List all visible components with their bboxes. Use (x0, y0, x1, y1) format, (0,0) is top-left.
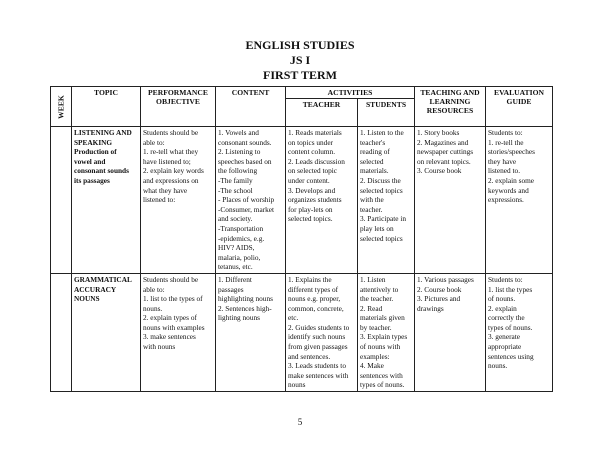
cell-line: of nouns. (488, 294, 516, 304)
cell-line: its passages (74, 175, 110, 185)
cell-line: 2. Discuss the (360, 175, 401, 185)
cell-line: Students should be (143, 128, 199, 137)
cell-line: 1. Listen to the (360, 128, 404, 137)
table-row (51, 127, 553, 274)
cell-line: play lets on (360, 223, 394, 233)
cell-line: LISTENING AND (74, 128, 132, 137)
cell-line: 3. Course book (417, 166, 462, 176)
cell-line: selected topics (360, 185, 403, 195)
cell-line: types of nouns. (488, 322, 533, 332)
cell-line: 2. Guides students to (288, 322, 350, 332)
cell-line: sentences using (488, 351, 534, 361)
resources-cell (415, 127, 486, 274)
cell-line: 1. re-tell the (488, 137, 524, 147)
cell-line: 3. make sentences (143, 332, 196, 342)
cell-line: on topics under (288, 137, 333, 147)
cell-line: 4. Make (360, 361, 384, 371)
cell-line: listened to: (143, 195, 176, 205)
cell-line: selected topics. (288, 214, 333, 224)
cell-line: -The family (218, 175, 253, 185)
cell-line: consonant sounds. (218, 137, 272, 147)
evaluation-guide-header: EVALUATION GUIDE (486, 87, 553, 127)
cell-line: nouns (288, 380, 306, 390)
objective-cell (141, 127, 216, 274)
topic-cell (72, 127, 141, 274)
cell-line: teacher. (360, 204, 383, 214)
evaluation-cell (486, 273, 553, 391)
cell-line: NOUNS (74, 294, 100, 304)
cell-line: reading of (360, 147, 390, 157)
cell-line: selected topics (360, 233, 403, 243)
cell-line: of nouns with (360, 342, 401, 352)
content-header: CONTENT (216, 87, 286, 127)
teacher-header: TEACHER (286, 99, 358, 127)
cell-line: 2. explain types of (143, 313, 197, 323)
page-number: 5 (297, 417, 303, 427)
cell-line: lighting nouns (218, 313, 260, 323)
cell-line: drawings (417, 303, 444, 313)
cell-line: -The school (218, 185, 253, 195)
cell-line: nouns. (143, 303, 163, 313)
cell-line: sentences with (360, 370, 403, 380)
cell-line: -Consumer, market (218, 204, 275, 214)
cell-line: SPEAKING (74, 137, 113, 147)
cell-line: vowel and (74, 156, 106, 166)
cell-line: for play-lets on (288, 204, 333, 214)
cell-line: correctly the (488, 313, 525, 323)
cell-line: 2. Sentences high- (218, 303, 272, 313)
cell-line: on relevant topics. (417, 156, 471, 166)
activities-header: ACTIVITIES (286, 87, 415, 99)
student-activity-cell (358, 273, 415, 391)
cell-line: common, concrete, (288, 303, 344, 313)
cell-line: highlighting nouns (218, 294, 273, 304)
cell-line: 1. re-tell what they (143, 147, 199, 157)
cell-line: content column. (288, 147, 336, 157)
cell-line: keywords and (488, 185, 529, 195)
cell-line: 1. list the types (488, 284, 533, 294)
cell-line: - Places of worship (218, 195, 275, 205)
cell-line: selected (360, 156, 384, 166)
cell-line: 1. Story books (417, 128, 460, 137)
cell-line: 2. explain key words (143, 166, 204, 176)
cell-line: passages (218, 284, 244, 294)
cell-line: 2. explain some (488, 175, 535, 185)
teacher-activity-cell (286, 127, 358, 274)
topic-cell (72, 273, 141, 391)
cell-line: 1. Explains the (288, 274, 332, 284)
cell-line: from given passages (288, 342, 348, 352)
cell-line: 3. Develops and (288, 185, 336, 195)
cell-line: ACCURACY (74, 284, 117, 294)
cell-line: and sentences. (288, 351, 331, 361)
cell-line: organizes students (288, 195, 342, 205)
content-cell (216, 273, 286, 391)
cell-line: GRAMMATICAL (74, 274, 132, 284)
resources-cell (415, 273, 486, 391)
cell-line: 1. Various passages (417, 274, 474, 284)
cell-line: malaria, polio, (218, 252, 261, 262)
teaching-resources-header: TEACHING AND LEARNING RESOURCES (415, 87, 486, 127)
cell-line: have listened to; (143, 156, 191, 166)
cell-line: materials given (360, 313, 405, 323)
cell-line: under content. (288, 175, 330, 185)
term-heading: FIRST TERM (263, 68, 337, 82)
cell-line: 3. Explain types (360, 332, 408, 342)
cell-line: and expressions on (143, 175, 199, 185)
students-header: STUDENTS (358, 99, 415, 127)
student-activity-cell (358, 127, 415, 274)
cell-line: with the (360, 195, 384, 205)
cell-line: with nouns (143, 342, 176, 352)
cell-line: 2. Listening to (218, 147, 261, 157)
cell-line: -Transportation (218, 223, 264, 233)
cell-line: the following (218, 166, 258, 176)
cell-line: 1. Listen (360, 274, 386, 284)
cell-line: 2. Leads discussion (288, 156, 345, 166)
cell-line: consonant sounds (74, 166, 129, 176)
cell-line: 2. Course book (417, 284, 462, 294)
cell-line: 1. Different (218, 274, 252, 284)
scheme-of-work-table (50, 86, 553, 392)
cell-line: 3. Pictures and (417, 294, 461, 304)
cell-line: Students to: (488, 274, 523, 284)
cell-line: HIV? AIDS, (218, 243, 255, 253)
cell-line: tetanus, etc. (218, 262, 253, 272)
cell-line: different types of (288, 284, 339, 294)
document-title: ENGLISH STUDIES (245, 38, 355, 52)
class-level: JS I (289, 53, 311, 67)
cell-line: 1. list to the types of (143, 294, 203, 304)
cell-line: they have (488, 156, 517, 166)
teacher-activity-cell (286, 273, 358, 391)
cell-line: types of nouns. (360, 380, 405, 390)
cell-line: attentively to (360, 284, 399, 294)
table-row (51, 273, 553, 391)
cell-line: make sentences with (288, 370, 349, 380)
cell-line: 3. Participate in (360, 214, 406, 224)
cell-line: -epidemics, e.g. (218, 233, 265, 243)
cell-line: expressions. (488, 195, 524, 205)
cell-line: nouns with examples (143, 322, 205, 332)
cell-line: 2. explain (488, 303, 517, 313)
cell-line: by teacher. (360, 322, 392, 332)
cell-line: materials. (360, 166, 389, 176)
cell-line: able to: (143, 137, 165, 147)
cell-line: 3. Leads students to (288, 361, 346, 371)
week-cell (51, 273, 72, 391)
cell-line: appropriate (488, 342, 522, 352)
cell-line: 1. Vowels and (218, 128, 259, 137)
cell-line: examples: (360, 351, 390, 361)
cell-line: etc. (288, 313, 299, 323)
cell-line: the teacher. (360, 294, 394, 304)
performance-objective-header: PERFORMANCE OBJECTIVE (141, 87, 216, 127)
cell-line: nouns e.g. proper, (288, 294, 341, 304)
objective-cell (141, 273, 216, 391)
cell-line: Students should be (143, 274, 199, 284)
cell-line: 2. Magazines and (417, 137, 469, 147)
cell-line: identify such nouns (288, 332, 346, 342)
cell-line: 1. Reads materials (288, 128, 342, 137)
cell-line: Students to: (488, 128, 523, 137)
cell-line: nouns. (488, 361, 508, 371)
cell-line: listened to. (488, 166, 521, 176)
week-header: WEEK (51, 87, 72, 127)
cell-line: speeches based on (218, 156, 272, 166)
cell-line: stories/speeches (488, 147, 536, 157)
cell-line: 2. Read (360, 303, 383, 313)
cell-line: Production of (74, 147, 117, 157)
cell-line: 3. generate (488, 332, 521, 342)
cell-line: what they have (143, 185, 188, 195)
cell-line: and society. (218, 214, 253, 224)
content-cell (216, 127, 286, 274)
cell-line: able to: (143, 284, 165, 294)
week-cell (51, 127, 72, 274)
topic-header: TOPIC (72, 87, 141, 127)
cell-line: newspaper cuttings (417, 147, 474, 157)
cell-line: on selected topic (288, 166, 338, 176)
cell-line: teacher's (360, 137, 386, 147)
evaluation-cell (486, 127, 553, 274)
